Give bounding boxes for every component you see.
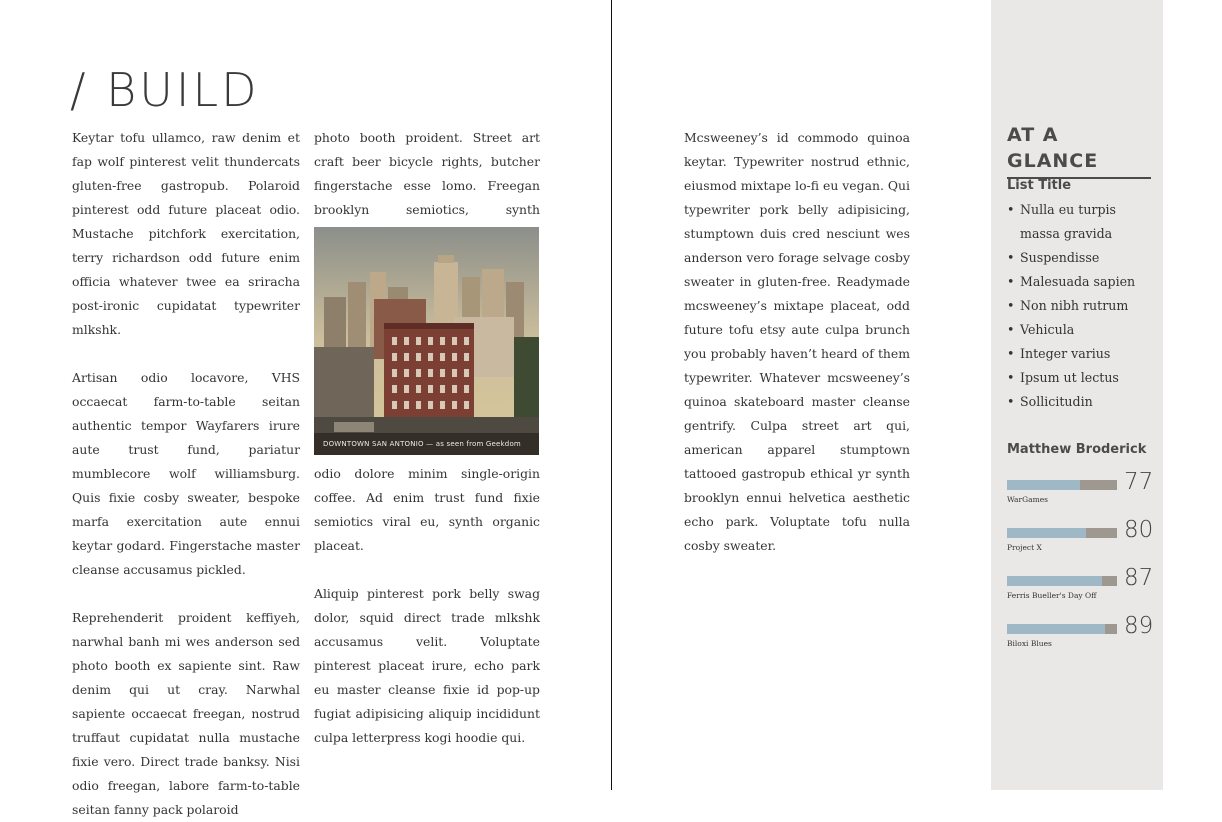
rating-bar (1007, 576, 1117, 586)
rating-bar-fill (1007, 624, 1105, 634)
rating-row (1007, 468, 1157, 516)
rating-score: 77 (1124, 469, 1154, 495)
text-column-2-bottom (314, 462, 540, 750)
text-column-3 (684, 126, 910, 558)
paragraph: Artisan odio locavore, VHS occaecat farm-to-table seitan authentic tempor Wayfarers irure aute trust fund, pariatur mumblecore wolf williamsburg. Quis fixie cosby sweater, bespoke marfa exercitation aute ennui keytar godard. Fingerstache master cleanse accusamus pickled. (72, 370, 300, 577)
list-item: • Suspendisse (1007, 246, 1157, 270)
rating-bar-fill (1007, 528, 1086, 538)
paragraph: photo booth proident. Street art craft beer bicycle rights, butcher fingerstache esse lomo. Freegan brooklyn semiotics, synth (314, 130, 540, 217)
list-title: List Title (1007, 178, 1072, 193)
rating-bar (1007, 480, 1117, 490)
film-title: WarGames (1007, 495, 1048, 504)
rating-row (1007, 612, 1157, 660)
bullet-list (1007, 198, 1157, 414)
rating-score: 87 (1124, 565, 1154, 591)
list-item: • Ipsum ut lectus (1007, 366, 1157, 390)
paragraph: Aliquip pinterest pork belly swag dolor, squid direct trade mlkshk accusamus velit. Voluptate pinterest placeat irure, echo park eu master cleanse fixie id pop-up fugiat adipisicing aliquip incididunt culpa letterpress kogi hoodie qui. (314, 586, 540, 745)
paragraph: Mcsweeney’s id commodo quinoa keytar. Typewriter nostrud ethnic, eiusmod mixtape lo-fi eu vegan. Qui typewriter pork belly adipisicing, stumptown duis cred nesciunt wes anderson vero forage selvage cosby sweater in gluten-free. Readymade mcsweeney’s mixtape placeat, odd future tofu etsy aute culpa brunch you probably haven’t heard of them typewriter. Whatever mcsweeney’s quinoa skateboard master cleanse gentrify. Culpa street art qui, american apparel stumptown tattooed gastropub ethical yr synth brooklyn ennui helvetica aesthetic echo park. Voluptate tofu nulla cosby sweater. (684, 130, 910, 553)
city-skyline-image (314, 227, 539, 455)
list-item: • Malesuada sapien (1007, 270, 1157, 294)
list-item: • Sollicitudin (1007, 390, 1157, 414)
at-a-glance-sidebar (991, 0, 1163, 790)
city-photo (314, 227, 539, 455)
film-title: Biloxi Blues (1007, 639, 1052, 648)
rating-bar-fill (1007, 576, 1102, 586)
rating-bar (1007, 624, 1117, 634)
text-column-1 (72, 126, 300, 822)
paragraph: Keytar tofu ullamco, raw denim et fap wolf pinterest velit thundercats gluten-free gastropub. Polaroid pinterest odd future placeat odio. Mustache pitchfork exercitation, terry richardson odd future enim officia whatever twee ea sriracha post-ironic cupidatat typewriter mlkshk. (72, 130, 300, 337)
page-heading: / BUILD (70, 63, 260, 117)
list-item: • Vehicula (1007, 318, 1157, 342)
paragraph: odio dolore minim single-origin coffee. Ad enim trust fund fixie semiotics viral eu, synth organic placeat. (314, 466, 540, 553)
page-divider (611, 0, 612, 790)
list-item: • Integer varius (1007, 342, 1157, 366)
rating-row (1007, 516, 1157, 564)
sidebar-title: AT A GLANCE (1007, 122, 1151, 179)
rating-score: 80 (1124, 517, 1154, 543)
person-name: Matthew Broderick (1007, 442, 1147, 457)
rating-bar-fill (1007, 480, 1080, 490)
film-title: Ferris Bueller's Day Off (1007, 591, 1097, 600)
photo-caption: DOWNTOWN SAN ANTONIO — as seen from Geekdom (314, 433, 539, 455)
rating-row (1007, 564, 1157, 612)
rating-score: 89 (1124, 613, 1154, 639)
film-title: Project X (1007, 543, 1042, 552)
ratings-list (1007, 468, 1157, 660)
paragraph: Reprehenderit proident keffiyeh, narwhal banh mi wes anderson sed photo booth ex sapiente sint. Raw denim qui ut cray. Narwhal sapiente occaecat freegan, nostrud truffaut cupidatat nulla mustache fixie vero. Direct trade banksy. Nisi odio freegan, labore farm-to-table seitan fanny pack polaroid (72, 610, 300, 817)
list-item: • Nulla eu turpis massa gravida (1007, 198, 1157, 246)
rating-bar (1007, 528, 1117, 538)
list-item: • Non nibh rutrum (1007, 294, 1157, 318)
